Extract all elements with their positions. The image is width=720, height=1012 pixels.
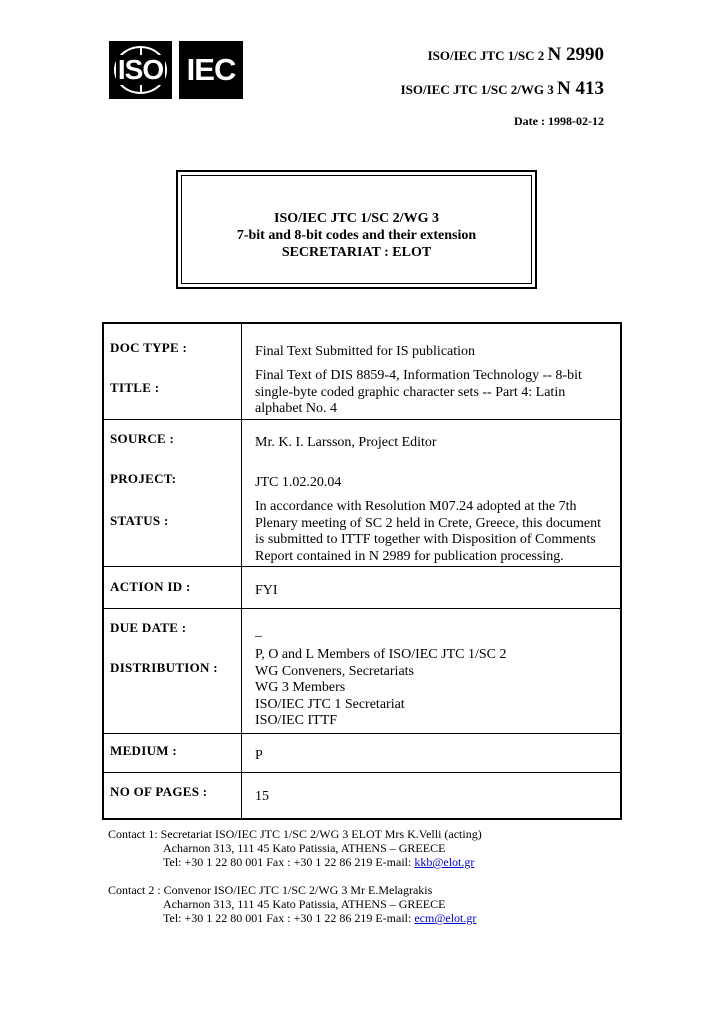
project-value: JTC 1.02.20.04: [255, 475, 342, 490]
contact-1-line-2: Acharnon 313, 111 45 Kato Patissia, ATHENS – GREECE: [163, 841, 446, 855]
doc-type-value: Final Text Submitted for IS publication: [255, 344, 476, 359]
secretariat-text: [178, 210, 535, 261]
number-of-pages-label: NO OF PAGES :: [110, 784, 208, 799]
secretariat-line-2: 7-bit and 8-bit codes and their extension: [236, 228, 477, 243]
status-value: [255, 499, 620, 565]
title-line-2: single-byte coded graphic character sets -- Part 4: Latin: [255, 384, 566, 400]
ref2-number: N 413: [557, 78, 604, 99]
distribution-line-5: ISO/IEC ITTF: [255, 713, 338, 728]
iso-logo-text: ISO: [117, 54, 164, 85]
iec-logo: [179, 41, 243, 99]
ref1-number: N 2990: [547, 44, 604, 65]
table-row-divider: [104, 772, 620, 773]
iso-logo: [109, 41, 172, 99]
medium-label: MEDIUM :: [110, 743, 178, 758]
title-value: [255, 368, 620, 418]
project-label: PROJECT:: [110, 471, 177, 486]
contact-2-line-1: Contact 2 : Convenor ISO/IEC JTC 1/SC 2/WG 3 Mr E.Melagrakis: [108, 883, 433, 897]
status-line-4: Report contained in N 2989 for publication processing.: [255, 548, 564, 564]
document-reference-wg3: [401, 78, 604, 100]
status-line-1: In accordance with Resolution M07.24 adopted at the 7th: [255, 499, 577, 514]
secretariat-line-3: SECRETARIAT : ELOT: [281, 245, 432, 260]
due-date-value: _: [255, 624, 262, 639]
due-date-label: DUE DATE :: [110, 620, 187, 635]
contact-2-email-link[interactable]: ecm@elot.gr: [414, 911, 477, 925]
table-column-divider: [241, 324, 242, 818]
ref2-prefix: ISO/IEC JTC 1/SC 2/WG 3: [400, 82, 554, 97]
title-label: TITLE :: [110, 380, 160, 395]
contact-2-line-3: [108, 911, 476, 925]
status-line-3: is submitted to ITTF together with Disposition of Comments: [255, 532, 596, 547]
medium-value: P: [255, 748, 263, 763]
contact-1-phone-fax: Tel: +30 1 22 80 001 Fax : +30 1 22 86 219 E-mail:: [163, 855, 415, 869]
contact-1-email-link[interactable]: kkb@elot.gr: [414, 855, 475, 869]
ref1-prefix: ISO/IEC JTC 1/SC 2: [427, 48, 545, 63]
table-row-divider: [104, 608, 620, 609]
document-reference-sc2: [428, 44, 604, 66]
source-value: Mr. K. I. Larsson, Project Editor: [255, 435, 437, 450]
number-of-pages-value: 15: [255, 789, 269, 804]
iec-logo-text: IEC: [186, 52, 236, 87]
source-label: SOURCE :: [110, 431, 175, 446]
title-line-3: alphabet No. 4: [255, 401, 338, 416]
contact-1: [108, 827, 482, 869]
contact-2: [108, 883, 476, 925]
status-line-2: Plenary meeting of SC 2 held in Crete, Greece, this document: [255, 515, 602, 531]
distribution-line-1: P, O and L Members of ISO/IEC JTC 1/SC 2: [255, 647, 507, 662]
distribution-line-4: ISO/IEC JTC 1 Secretariat: [255, 696, 405, 712]
distribution-value: [255, 647, 620, 730]
table-row-divider: [104, 419, 620, 420]
document-info-table: [102, 322, 622, 820]
title-line-1: Final Text of DIS 8859-4, Information Technology -- 8-bit: [255, 368, 582, 383]
doc-type-label: DOC TYPE :: [110, 340, 188, 355]
action-id-label: ACTION ID :: [110, 579, 191, 594]
document-date: Date : 1998-02-12: [514, 114, 604, 128]
contact-1-line-1: Contact 1: Secretariat ISO/IEC JTC 1/SC 2/WG 3 ELOT Mrs K.Velli (acting): [108, 827, 482, 841]
distribution-line-3: WG 3 Members: [255, 680, 346, 695]
secretariat-line-1: ISO/IEC JTC 1/SC 2/WG 3: [274, 211, 439, 226]
contact-2-line-2: Acharnon 313, 111 45 Kato Patissia, ATHENS – GREECE: [163, 897, 446, 911]
distribution-label: DISTRIBUTION :: [110, 660, 218, 675]
distribution-line-2: WG Conveners, Secretariats: [255, 663, 414, 679]
action-id-value: FYI: [255, 583, 278, 598]
secretariat-box: [176, 170, 537, 289]
status-label: STATUS :: [110, 513, 169, 528]
contact-2-phone-fax: Tel: +30 1 22 80 001 Fax : +30 1 22 86 219 E-mail:: [163, 911, 415, 925]
contact-1-line-3: [108, 855, 482, 869]
table-row-divider: [104, 733, 620, 734]
table-row-divider: [104, 566, 620, 567]
